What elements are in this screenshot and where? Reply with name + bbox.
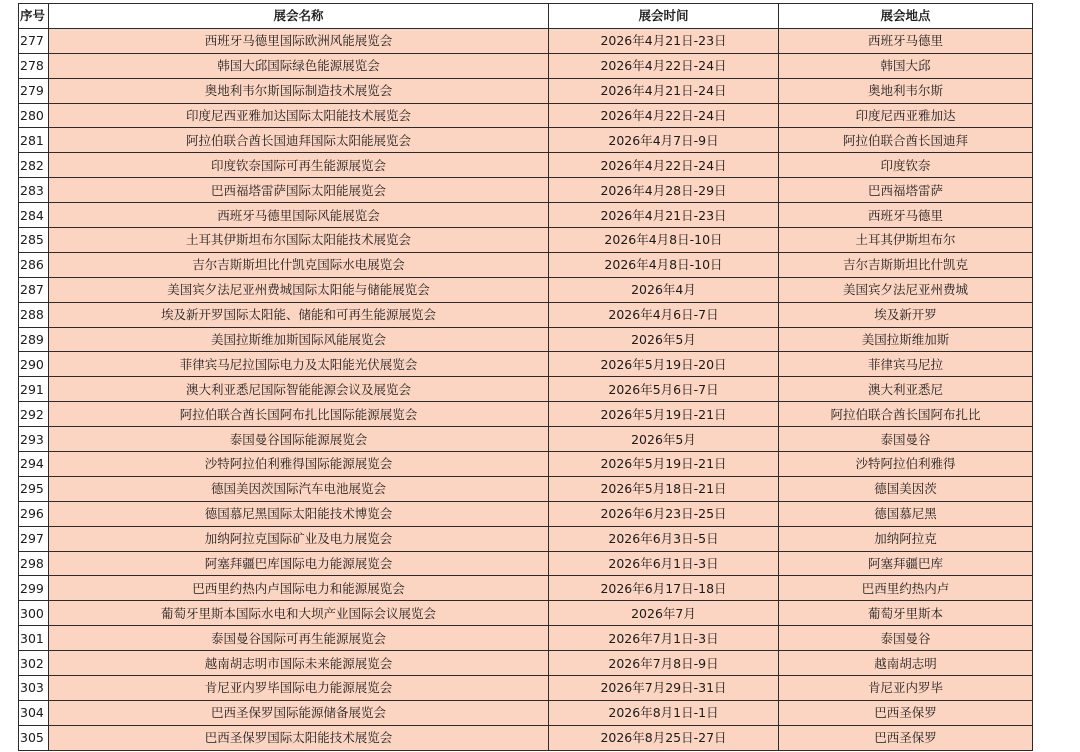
cell-place: 土耳其伊斯坦布尔 [779, 228, 1033, 253]
cell-place: 阿拉伯联合酋长国阿布扎比 [779, 402, 1033, 427]
cell-time: 2026年4月6日-7日 [549, 302, 779, 327]
cell-no: 301 [19, 626, 49, 651]
cell-no: 279 [19, 78, 49, 103]
table-row [19, 53, 1033, 78]
cell-name: 巴西圣保罗国际太阳能技术展览会 [49, 725, 549, 750]
cell-name: 沙特阿拉伯利雅得国际能源展览会 [49, 452, 549, 477]
cell-place: 印度尼西亚雅加达 [779, 103, 1033, 128]
table-row [19, 178, 1033, 203]
table-row [19, 601, 1033, 626]
cell-time: 2026年4月 [549, 277, 779, 302]
cell-no: 300 [19, 601, 49, 626]
cell-no: 297 [19, 526, 49, 551]
cell-name: 德国美因茨国际汽车电池展览会 [49, 476, 549, 501]
cell-name: 巴西福塔雷萨国际太阳能展览会 [49, 178, 549, 203]
table-row [19, 28, 1033, 53]
cell-time: 2026年5月 [549, 327, 779, 352]
cell-no: 285 [19, 228, 49, 253]
table-row [19, 103, 1033, 128]
cell-name: 美国宾夕法尼亚州费城国际太阳能与储能展览会 [49, 277, 549, 302]
table-row [19, 78, 1033, 103]
cell-time: 2026年4月28日-29日 [549, 178, 779, 203]
cell-place: 泰国曼谷 [779, 427, 1033, 452]
cell-time: 2026年4月21日-23日 [549, 203, 779, 228]
cell-place: 巴西圣保罗 [779, 725, 1033, 750]
cell-no: 302 [19, 651, 49, 676]
cell-no: 298 [19, 551, 49, 576]
cell-no: 282 [19, 153, 49, 178]
cell-time: 2026年6月3日-5日 [549, 526, 779, 551]
cell-no: 291 [19, 377, 49, 402]
cell-time: 2026年4月21日-24日 [549, 78, 779, 103]
cell-name: 越南胡志明市国际未来能源展览会 [49, 651, 549, 676]
cell-name: 埃及新开罗国际太阳能、储能和可再生能源展览会 [49, 302, 549, 327]
cell-no: 290 [19, 352, 49, 377]
table-header [19, 4, 1033, 29]
cell-place: 澳大利亚悉尼 [779, 377, 1033, 402]
cell-name: 奥地利韦尔斯国际制造技术展览会 [49, 78, 549, 103]
cell-name: 印度尼西亚雅加达国际太阳能技术展览会 [49, 103, 549, 128]
cell-place: 阿塞拜疆巴库 [779, 551, 1033, 576]
cell-name: 泰国曼谷国际可再生能源展览会 [49, 626, 549, 651]
cell-place: 葡萄牙里斯本 [779, 601, 1033, 626]
cell-name: 菲律宾马尼拉国际电力及太阳能光伏展览会 [49, 352, 549, 377]
table-row [19, 327, 1033, 352]
cell-name: 加纳阿拉克国际矿业及电力展览会 [49, 526, 549, 551]
cell-time: 2026年6月23日-25日 [549, 501, 779, 526]
cell-name: 西班牙马德里国际欧洲风能展览会 [49, 28, 549, 53]
cell-time: 2026年7月8日-9日 [549, 651, 779, 676]
cell-time: 2026年7月 [549, 601, 779, 626]
table-row [19, 651, 1033, 676]
cell-time: 2026年7月1日-3日 [549, 626, 779, 651]
header-row [19, 4, 1033, 29]
cell-place: 埃及新开罗 [779, 302, 1033, 327]
cell-no: 292 [19, 402, 49, 427]
table-row [19, 551, 1033, 576]
cell-name: 澳大利亚悉尼国际智能能源会议及展览会 [49, 377, 549, 402]
table-row [19, 228, 1033, 253]
cell-no: 303 [19, 676, 49, 701]
cell-name: 阿塞拜疆巴库国际电力能源展览会 [49, 551, 549, 576]
cell-no: 289 [19, 327, 49, 352]
table-row [19, 352, 1033, 377]
cell-no: 295 [19, 476, 49, 501]
cell-place: 德国美因茨 [779, 476, 1033, 501]
table-row [19, 153, 1033, 178]
header-name: 展会名称 [49, 4, 549, 29]
table-row [19, 626, 1033, 651]
cell-no: 293 [19, 427, 49, 452]
cell-name: 肯尼亚内罗毕国际电力能源展览会 [49, 676, 549, 701]
cell-time: 2026年4月8日-10日 [549, 228, 779, 253]
cell-time: 2026年4月22日-24日 [549, 103, 779, 128]
table-body [19, 28, 1033, 750]
table-row [19, 676, 1033, 701]
table-row [19, 203, 1033, 228]
cell-place: 巴西福塔雷萨 [779, 178, 1033, 203]
cell-place: 美国拉斯维加斯 [779, 327, 1033, 352]
table-row [19, 576, 1033, 601]
cell-place: 吉尔吉斯斯坦比什凯克 [779, 252, 1033, 277]
table-row [19, 427, 1033, 452]
table-row [19, 302, 1033, 327]
cell-time: 2026年4月22日-24日 [549, 153, 779, 178]
cell-place: 加纳阿拉克 [779, 526, 1033, 551]
cell-time: 2026年5月 [549, 427, 779, 452]
cell-place: 肯尼亚内罗毕 [779, 676, 1033, 701]
cell-no: 299 [19, 576, 49, 601]
cell-place: 西班牙马德里 [779, 28, 1033, 53]
cell-place: 沙特阿拉伯利雅得 [779, 452, 1033, 477]
header-time: 展会时间 [549, 4, 779, 29]
cell-name: 巴西圣保罗国际能源储备展览会 [49, 700, 549, 725]
cell-time: 2026年8月25日-27日 [549, 725, 779, 750]
cell-name: 韩国大邱国际绿色能源展览会 [49, 53, 549, 78]
cell-time: 2026年5月19日-21日 [549, 452, 779, 477]
cell-no: 283 [19, 178, 49, 203]
table-row [19, 252, 1033, 277]
cell-place: 巴西圣保罗 [779, 700, 1033, 725]
cell-name: 葡萄牙里斯本国际水电和大坝产业国际会议展览会 [49, 601, 549, 626]
cell-place: 德国慕尼黑 [779, 501, 1033, 526]
cell-name: 西班牙马德里国际风能展览会 [49, 203, 549, 228]
cell-place: 印度钦奈 [779, 153, 1033, 178]
table-row [19, 501, 1033, 526]
table-row [19, 700, 1033, 725]
table-row [19, 277, 1033, 302]
cell-time: 2026年4月21日-23日 [549, 28, 779, 53]
cell-place: 西班牙马德里 [779, 203, 1033, 228]
cell-name: 泰国曼谷国际能源展览会 [49, 427, 549, 452]
cell-place: 越南胡志明 [779, 651, 1033, 676]
cell-name: 阿拉伯联合酋长国阿布扎比国际能源展览会 [49, 402, 549, 427]
cell-no: 294 [19, 452, 49, 477]
cell-no: 278 [19, 53, 49, 78]
cell-time: 2026年7月29日-31日 [549, 676, 779, 701]
header-place: 展会地点 [779, 4, 1033, 29]
table-row [19, 476, 1033, 501]
cell-time: 2026年4月7日-9日 [549, 128, 779, 153]
cell-name: 巴西里约热内卢国际电力和能源展览会 [49, 576, 549, 601]
cell-name: 德国慕尼黑国际太阳能技术博览会 [49, 501, 549, 526]
cell-place: 阿拉伯联合酋长国迪拜 [779, 128, 1033, 153]
cell-name: 美国拉斯维加斯国际风能展览会 [49, 327, 549, 352]
cell-no: 305 [19, 725, 49, 750]
table-row [19, 725, 1033, 750]
table-row [19, 377, 1033, 402]
cell-time: 2026年4月8日-10日 [549, 252, 779, 277]
table-row [19, 128, 1033, 153]
table-row [19, 452, 1033, 477]
cell-time: 2026年5月18日-21日 [549, 476, 779, 501]
cell-no: 287 [19, 277, 49, 302]
cell-place: 韩国大邱 [779, 53, 1033, 78]
cell-time: 2026年4月22日-24日 [549, 53, 779, 78]
exhibition-table [18, 3, 1033, 751]
cell-name: 阿拉伯联合酋长国迪拜国际太阳能展览会 [49, 128, 549, 153]
cell-time: 2026年5月19日-20日 [549, 352, 779, 377]
cell-place: 巴西里约热内卢 [779, 576, 1033, 601]
cell-name: 印度钦奈国际可再生能源展览会 [49, 153, 549, 178]
cell-no: 277 [19, 28, 49, 53]
cell-place: 美国宾夕法尼亚州费城 [779, 277, 1033, 302]
cell-place: 菲律宾马尼拉 [779, 352, 1033, 377]
cell-time: 2026年5月19日-21日 [549, 402, 779, 427]
cell-place: 泰国曼谷 [779, 626, 1033, 651]
table-row [19, 526, 1033, 551]
cell-no: 296 [19, 501, 49, 526]
cell-time: 2026年5月6日-7日 [549, 377, 779, 402]
cell-time: 2026年8月1日-1日 [549, 700, 779, 725]
cell-no: 281 [19, 128, 49, 153]
exhibition-table-sheet [18, 3, 1032, 751]
cell-place: 奥地利韦尔斯 [779, 78, 1033, 103]
table-row [19, 402, 1033, 427]
cell-no: 288 [19, 302, 49, 327]
cell-time: 2026年6月1日-3日 [549, 551, 779, 576]
cell-name: 土耳其伊斯坦布尔国际太阳能技术展览会 [49, 228, 549, 253]
cell-no: 304 [19, 700, 49, 725]
cell-no: 286 [19, 252, 49, 277]
cell-name: 吉尔吉斯斯坦比什凯克国际水电展览会 [49, 252, 549, 277]
cell-no: 284 [19, 203, 49, 228]
cell-time: 2026年6月17日-18日 [549, 576, 779, 601]
cell-no: 280 [19, 103, 49, 128]
header-no: 序号 [19, 4, 49, 29]
